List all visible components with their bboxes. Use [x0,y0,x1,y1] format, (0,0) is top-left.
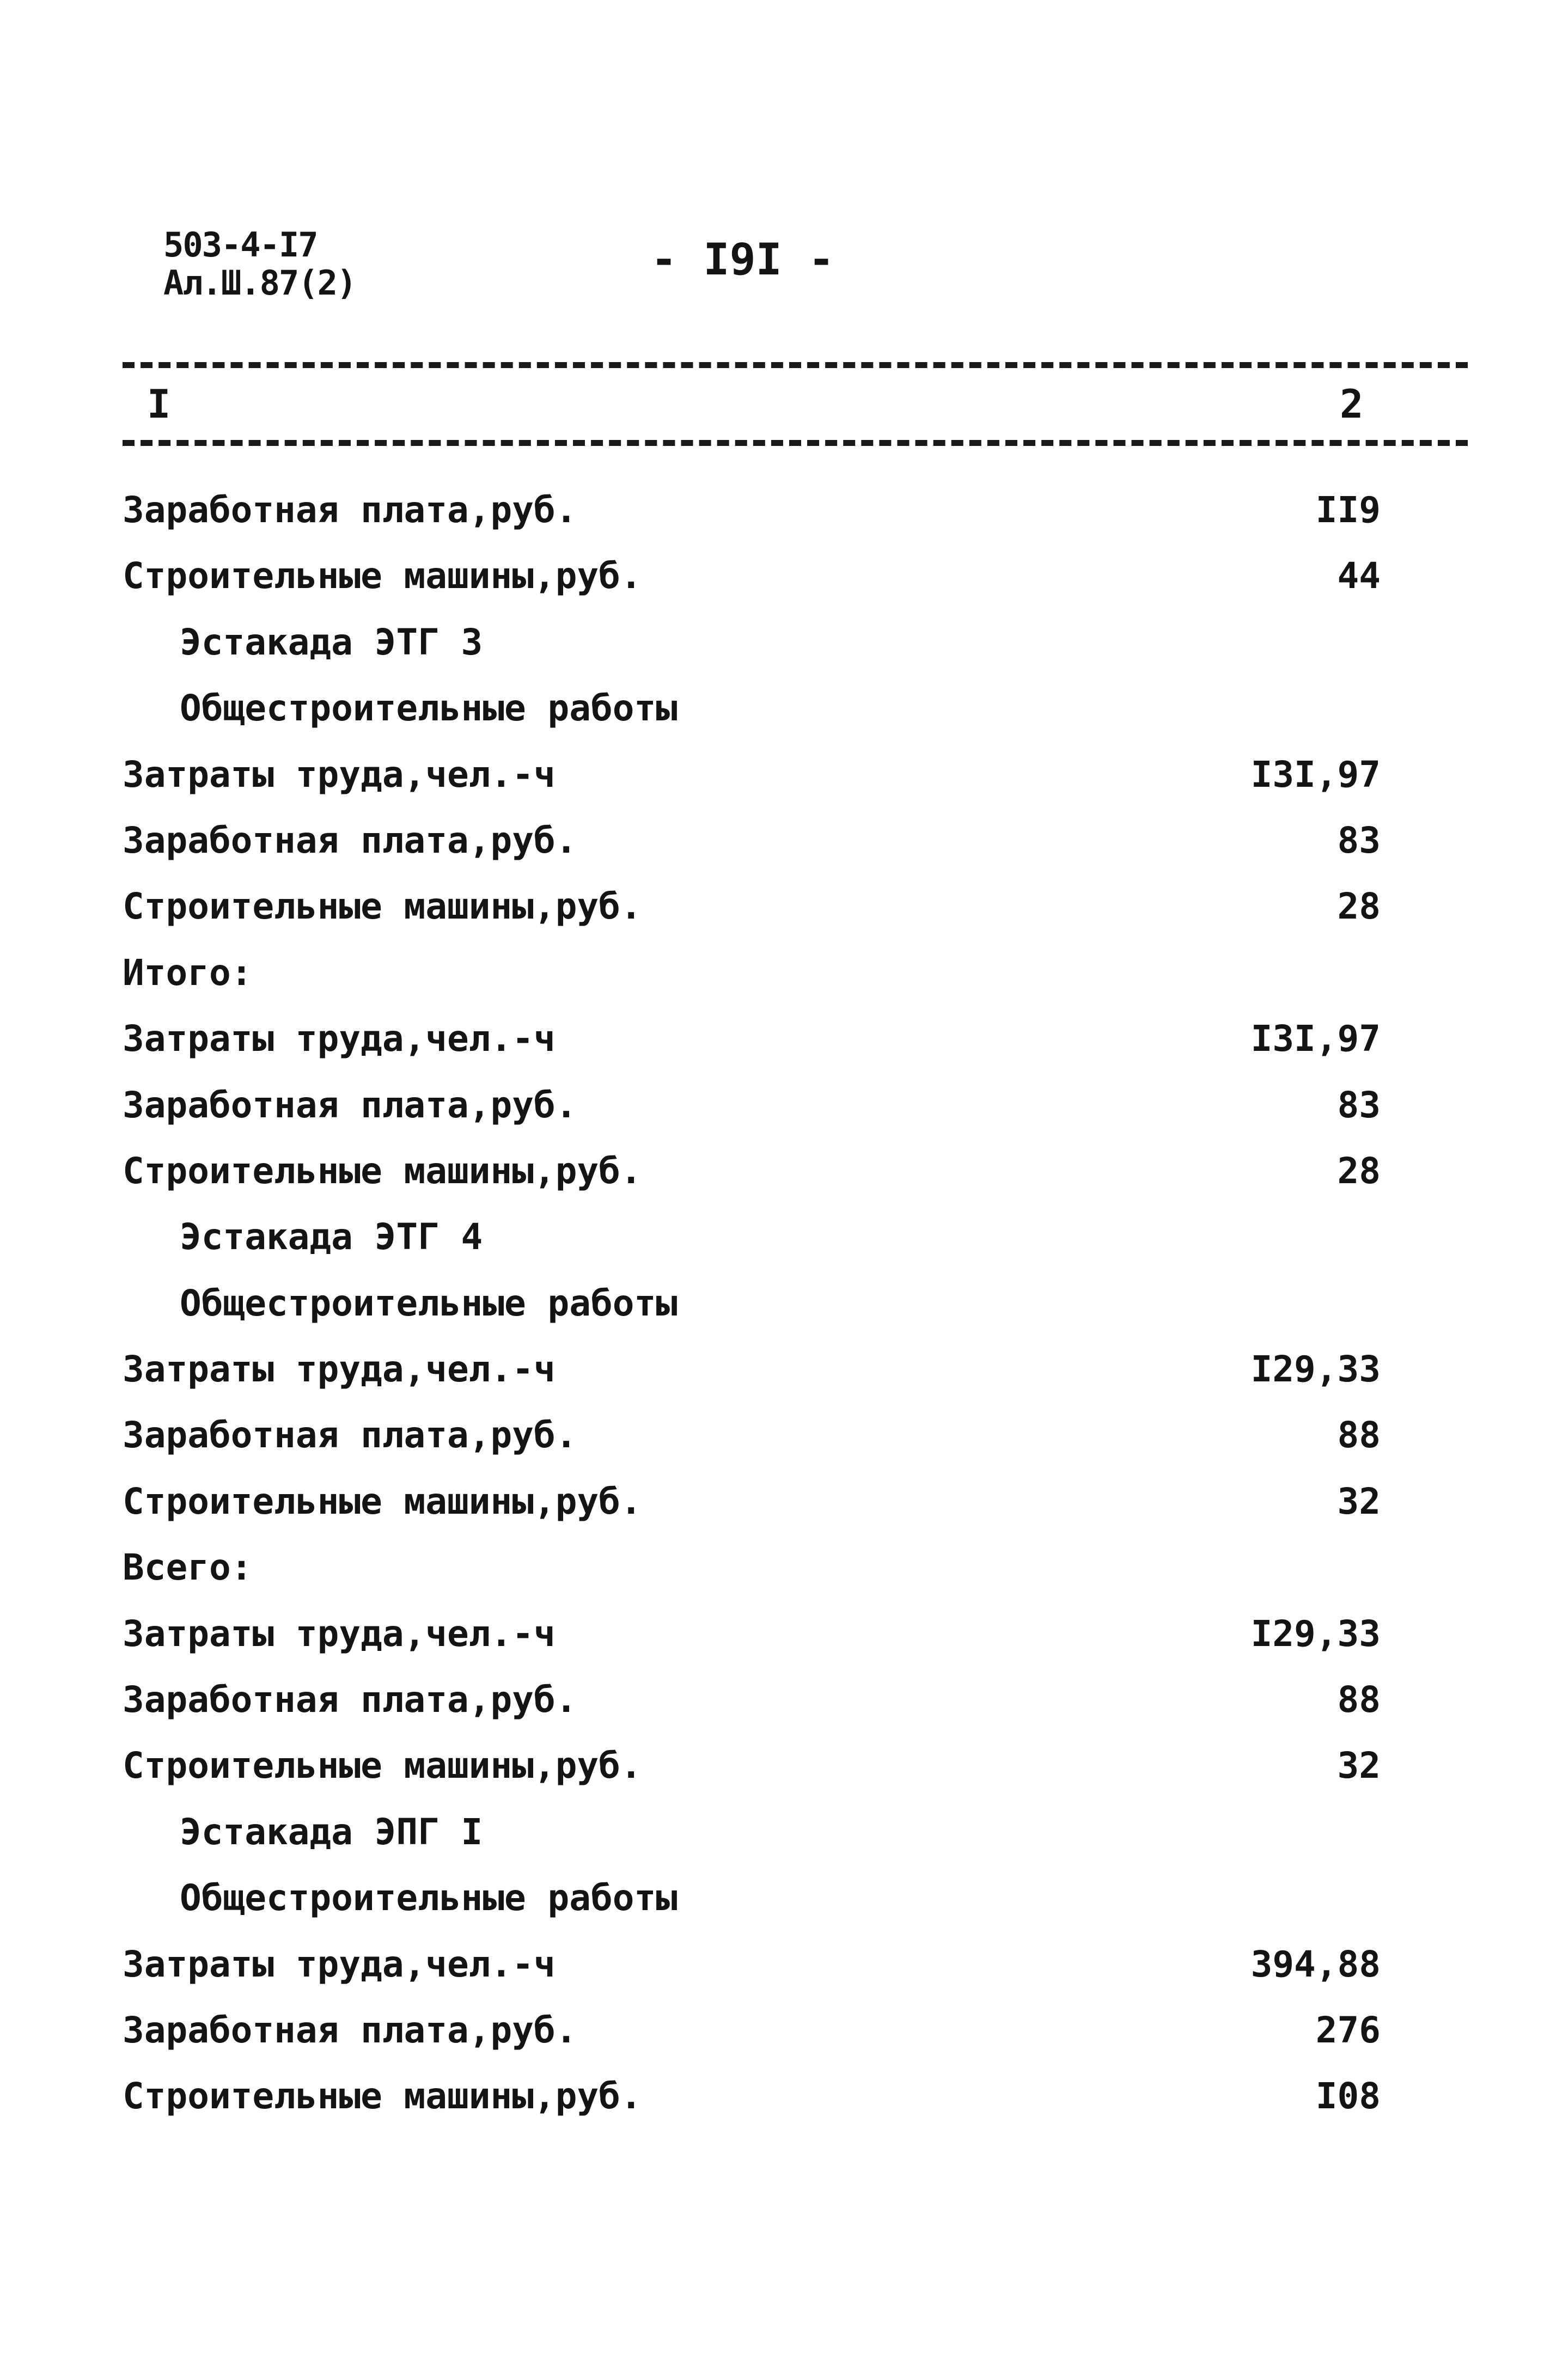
table-row [0,620,1544,686]
table-row [0,1743,1544,1809]
row-label: Заработная плата,руб. [123,819,577,861]
row-label: Заработная плата,руб. [123,1084,577,1126]
table-row [0,950,1544,1016]
column-header-2: 2 [1340,381,1364,427]
table-row [0,1677,1544,1743]
row-label: Заработная плата,руб. [123,489,577,531]
table-body [0,487,1544,2140]
row-label: Строительные машины,руб. [123,2075,642,2118]
row-value: 83 [1337,819,1381,861]
document-code-line-1: 503-4-I7 [163,225,318,265]
table-row [0,1347,1544,1412]
row-label: Строительные машины,руб. [123,885,642,928]
row-value: 32 [1337,1745,1381,1787]
row-label: Строительные машины,руб. [123,1745,642,1787]
document-code [163,226,356,302]
table-row [0,686,1544,751]
table-top-rule [123,362,1468,368]
row-label: Эстакада ЭПГ I [180,1810,483,1853]
row-value: 44 [1337,555,1381,597]
column-header-1: I [147,381,171,427]
table-row [0,1479,1544,1545]
row-label: Строительные машины,руб. [123,555,642,597]
row-label: Строительные машины,руб. [123,1149,642,1192]
row-label: Затраты труда,чел.-ч [123,753,556,796]
row-label: Затраты труда,чел.-ч [123,1348,556,1391]
row-label: Итого: [123,951,253,994]
table-row [0,1611,1544,1677]
page-number: - I9I - [651,234,835,285]
row-value: I08 [1315,2075,1381,2118]
row-value: 88 [1337,1414,1381,1457]
row-value: I3I,97 [1250,753,1381,796]
row-value: I29,33 [1250,1348,1381,1391]
table-row [0,1545,1544,1611]
row-label: Общестроительные работы [180,1282,678,1324]
row-label: Общестроительные работы [180,1877,678,1919]
table-row [0,752,1544,818]
row-value: I3I,97 [1250,1018,1381,1060]
document-code-line-2: Ал.Ш.87(2) [163,263,356,303]
row-value: 394,88 [1250,1943,1381,1985]
table-row [0,2008,1544,2073]
row-label: Заработная плата,руб. [123,1679,577,1721]
row-value: 28 [1337,885,1381,928]
table-row [0,1016,1544,1082]
table-row [0,884,1544,950]
row-label: Заработная плата,руб. [123,1414,577,1457]
row-value: 88 [1337,1679,1381,1721]
table-row [0,487,1544,553]
row-label: Затраты труда,чел.-ч [123,1943,556,1985]
row-label: Эстакада ЭТГ 3 [180,621,483,663]
row-value: II9 [1315,489,1381,531]
row-value: 28 [1337,1149,1381,1192]
table-row [0,1412,1544,1478]
table-row [0,1082,1544,1148]
row-label: Заработная плата,руб. [123,2009,577,2051]
row-value: 83 [1337,1084,1381,1126]
table-row [0,818,1544,884]
row-label: Всего: [123,1546,253,1589]
table-row [0,553,1544,619]
row-value: 276 [1315,2009,1381,2051]
row-value: I29,33 [1250,1612,1381,1655]
table-row [0,1875,1544,1941]
table-header-rule [123,440,1468,446]
table-row [0,2073,1544,2139]
row-label: Затраты труда,чел.-ч [123,1018,556,1060]
table-row [0,1214,1544,1280]
table-row [0,1942,1544,2008]
row-label: Общестроительные работы [180,687,678,730]
table-row [0,1148,1544,1214]
row-value: 32 [1337,1480,1381,1522]
row-label: Эстакада ЭТГ 4 [180,1216,483,1258]
table-row [0,1809,1544,1875]
row-label: Затраты труда,чел.-ч [123,1612,556,1655]
table-row [0,1281,1544,1347]
row-label: Строительные машины,руб. [123,1480,642,1522]
